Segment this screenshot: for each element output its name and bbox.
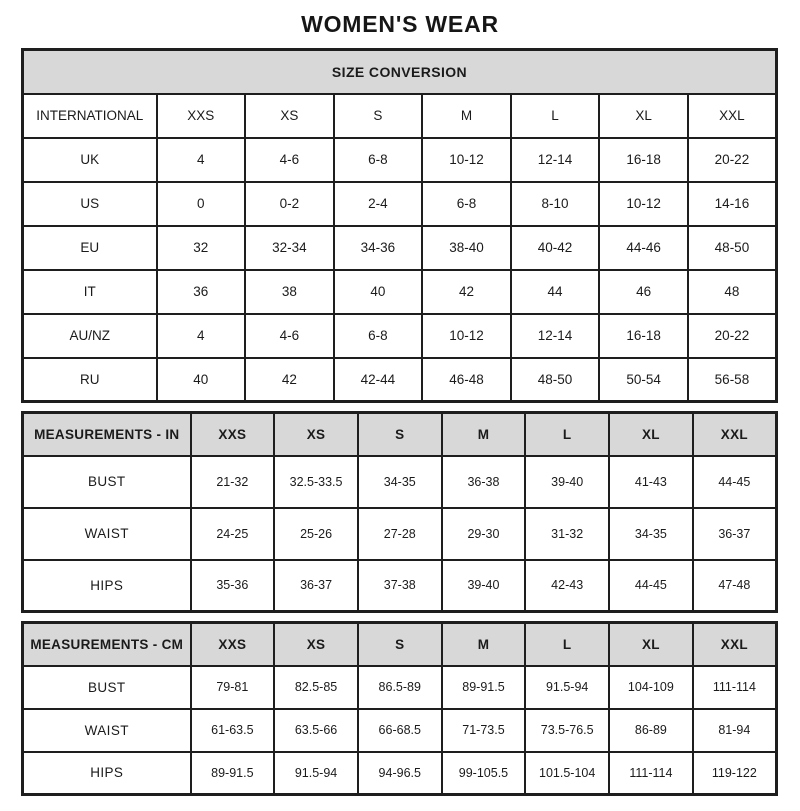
size-header: M <box>442 413 526 456</box>
row-label: HIPS <box>23 752 191 795</box>
table-cell: 34-35 <box>358 456 442 508</box>
table-cell: 48-50 <box>511 358 600 402</box>
table-cell: 16-18 <box>599 314 688 358</box>
table-row-aunz <box>23 314 777 358</box>
table-cell: XXS <box>157 94 246 138</box>
row-label: RU <box>23 358 157 402</box>
table-cell: 56-58 <box>688 358 777 402</box>
size-header: XXS <box>191 623 275 666</box>
table-cell: 86.5-89 <box>358 666 442 709</box>
table-cell: 48 <box>688 270 777 314</box>
table-cell: 4-6 <box>245 314 334 358</box>
table-cell: S <box>334 94 423 138</box>
table-title: MEASUREMENTS - IN <box>23 413 191 456</box>
table-cell: 12-14 <box>511 314 600 358</box>
table-cell: 46-48 <box>422 358 511 402</box>
table-cell: 86-89 <box>609 709 693 752</box>
table-cell: 42 <box>245 358 334 402</box>
measurements-cm-header-row <box>23 623 777 666</box>
table-row-us <box>23 182 777 226</box>
table-row-bust-in <box>23 456 777 508</box>
table-cell: 89-91.5 <box>442 666 526 709</box>
table-cell: 40 <box>334 270 423 314</box>
size-header: S <box>358 413 442 456</box>
table-cell: 44-45 <box>693 456 777 508</box>
table-row-waist-cm <box>23 709 777 752</box>
page-title: WOMEN'S WEAR <box>301 11 499 37</box>
table-cell: 48-50 <box>688 226 777 270</box>
table-cell: 38 <box>245 270 334 314</box>
size-header: XXL <box>693 413 777 456</box>
table-cell: 66-68.5 <box>358 709 442 752</box>
table-cell: 39-40 <box>525 456 609 508</box>
row-label: BUST <box>23 666 191 709</box>
table-cell: 38-40 <box>422 226 511 270</box>
table-cell: 32.5-33.5 <box>274 456 358 508</box>
table-cell: 61-63.5 <box>191 709 275 752</box>
table-cell: 71-73.5 <box>442 709 526 752</box>
table-cell: 89-91.5 <box>191 752 275 795</box>
table-cell: 34-35 <box>609 508 693 560</box>
table-cell: XXL <box>688 94 777 138</box>
table-cell: 50-54 <box>599 358 688 402</box>
table-cell: 10-12 <box>422 314 511 358</box>
table-cell: 8-10 <box>511 182 600 226</box>
table-cell: 119-122 <box>693 752 777 795</box>
table-cell: 6-8 <box>334 314 423 358</box>
table-cell: 10-12 <box>599 182 688 226</box>
table-cell: 44 <box>511 270 600 314</box>
size-header: XL <box>609 413 693 456</box>
table-cell: 20-22 <box>688 314 777 358</box>
table-cell: 36-37 <box>693 508 777 560</box>
table-cell: 34-36 <box>334 226 423 270</box>
size-header: L <box>525 623 609 666</box>
row-label: BUST <box>23 456 191 508</box>
table-cell: 29-30 <box>442 508 526 560</box>
table-cell: 6-8 <box>334 138 423 182</box>
size-header: XXS <box>191 413 275 456</box>
table-cell: 36 <box>157 270 246 314</box>
size-conversion-table <box>21 48 778 403</box>
table-cell: 82.5-85 <box>274 666 358 709</box>
table-cell: 27-28 <box>358 508 442 560</box>
table-cell: 36-37 <box>274 560 358 612</box>
row-label: WAIST <box>23 709 191 752</box>
table-cell: 40 <box>157 358 246 402</box>
table-cell: 44-46 <box>599 226 688 270</box>
size-conversion-title: SIZE CONVERSION <box>23 50 777 94</box>
table-cell: 91.5-94 <box>274 752 358 795</box>
table-cell: 94-96.5 <box>358 752 442 795</box>
table-cell: 81-94 <box>693 709 777 752</box>
table-cell: 14-16 <box>688 182 777 226</box>
table-cell: 36-38 <box>442 456 526 508</box>
table-cell: 79-81 <box>191 666 275 709</box>
row-label: WAIST <box>23 508 191 560</box>
table-cell: XS <box>245 94 334 138</box>
table-cell: 63.5-66 <box>274 709 358 752</box>
size-header: S <box>358 623 442 666</box>
row-label: IT <box>23 270 157 314</box>
table-cell: 10-12 <box>422 138 511 182</box>
table-cell: 44-45 <box>609 560 693 612</box>
table-cell: 41-43 <box>609 456 693 508</box>
table-cell: 20-22 <box>688 138 777 182</box>
table-cell: 104-109 <box>609 666 693 709</box>
table-cell: 37-38 <box>358 560 442 612</box>
table-cell: 35-36 <box>191 560 275 612</box>
table-cell: 91.5-94 <box>525 666 609 709</box>
table-row-hips-cm <box>23 752 777 795</box>
table-cell: 2-4 <box>334 182 423 226</box>
table-cell: 101.5-104 <box>525 752 609 795</box>
size-header: XL <box>609 623 693 666</box>
table-cell: 42-43 <box>525 560 609 612</box>
table-cell: 4 <box>157 138 246 182</box>
table-cell: 39-40 <box>442 560 526 612</box>
size-header: XXL <box>693 623 777 666</box>
size-header: L <box>525 413 609 456</box>
table-title: MEASUREMENTS - CM <box>23 623 191 666</box>
table-cell: 32 <box>157 226 246 270</box>
measurements-cm-table <box>21 621 778 796</box>
table-row-it <box>23 270 777 314</box>
table-cell: 12-14 <box>511 138 600 182</box>
table-cell: XL <box>599 94 688 138</box>
table-cell: 111-114 <box>693 666 777 709</box>
row-label: INTERNATIONAL <box>23 94 157 138</box>
table-cell: 4-6 <box>245 138 334 182</box>
table-cell: M <box>422 94 511 138</box>
measurements-in-table <box>21 411 778 613</box>
size-header: XS <box>274 413 358 456</box>
size-header: M <box>442 623 526 666</box>
table-cell: 4 <box>157 314 246 358</box>
table-cell: 24-25 <box>191 508 275 560</box>
table-cell: 47-48 <box>693 560 777 612</box>
table-cell: 0 <box>157 182 246 226</box>
table-row-international <box>23 94 777 138</box>
row-label: US <box>23 182 157 226</box>
table-row-uk <box>23 138 777 182</box>
table-row-ru <box>23 358 777 402</box>
table-cell: 0-2 <box>245 182 334 226</box>
row-label: AU/NZ <box>23 314 157 358</box>
row-label: UK <box>23 138 157 182</box>
table-cell: 16-18 <box>599 138 688 182</box>
table-cell: L <box>511 94 600 138</box>
table-row-hips-in <box>23 560 777 612</box>
table-cell: 99-105.5 <box>442 752 526 795</box>
table-cell: 21-32 <box>191 456 275 508</box>
table-row-eu <box>23 226 777 270</box>
row-label: HIPS <box>23 560 191 612</box>
table-cell: 31-32 <box>525 508 609 560</box>
table-row-waist-in <box>23 508 777 560</box>
size-header: XS <box>274 623 358 666</box>
table-cell: 111-114 <box>609 752 693 795</box>
table-cell: 46 <box>599 270 688 314</box>
size-conversion-title-row <box>23 50 777 94</box>
table-cell: 6-8 <box>422 182 511 226</box>
table-cell: 42 <box>422 270 511 314</box>
table-cell: 25-26 <box>274 508 358 560</box>
measurements-in-header-row <box>23 413 777 456</box>
table-cell: 40-42 <box>511 226 600 270</box>
table-cell: 73.5-76.5 <box>525 709 609 752</box>
row-label: EU <box>23 226 157 270</box>
table-row-bust-cm <box>23 666 777 709</box>
table-cell: 42-44 <box>334 358 423 402</box>
table-cell: 32-34 <box>245 226 334 270</box>
